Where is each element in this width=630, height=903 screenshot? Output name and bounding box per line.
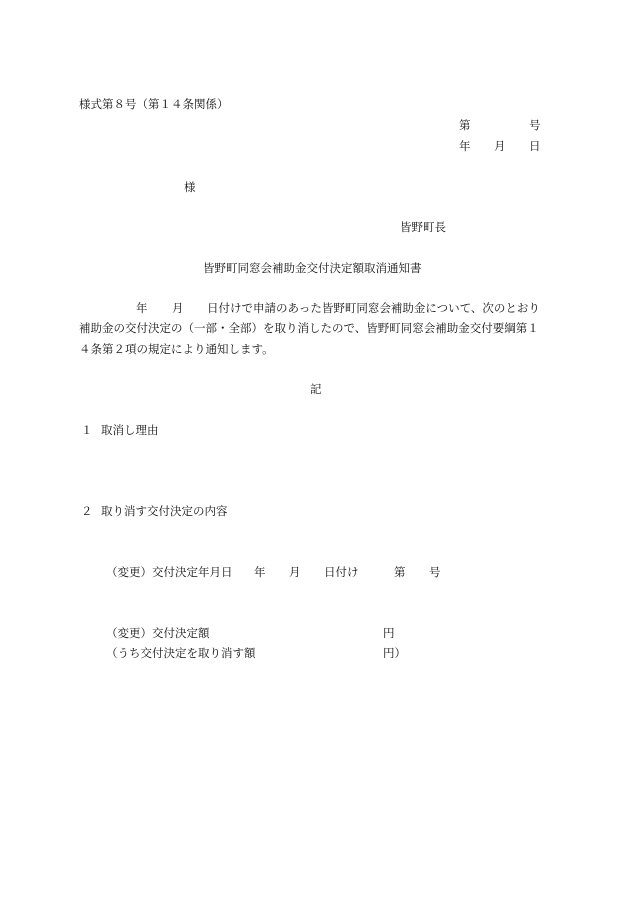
- decision-amount-label: （変更）交付決定額: [106, 626, 210, 640]
- decision-amount-unit: 円: [383, 626, 395, 640]
- date-day-label: 日: [529, 139, 541, 153]
- decision-day-label: 日付け: [324, 565, 359, 579]
- document-number-suffix: 号: [529, 118, 541, 132]
- body-line-3: ４条第２項の規定により通知します。: [79, 342, 274, 356]
- date-month-label: 月: [494, 139, 506, 153]
- decision-date-label: （変更）交付決定年月日: [106, 565, 233, 579]
- body-line-2: 補助金の交付決定の（一部・全部）を取り消したので、皆野町同窓会補助金交付要綱第１: [79, 321, 539, 335]
- ki-heading: 記: [310, 382, 322, 396]
- decision-month-label: 月: [289, 565, 301, 579]
- section-2-number: ２: [81, 504, 93, 518]
- form-number: 様式第８号（第１４条関係）: [79, 97, 229, 111]
- decision-year-label: 年: [254, 565, 266, 579]
- sender-name: 皆野町長: [400, 220, 446, 234]
- document-number-prefix: 第: [459, 118, 471, 132]
- decision-number-prefix: 第: [394, 565, 406, 579]
- section-1-label: 取消し理由: [101, 423, 159, 437]
- decision-number-suffix: 号: [429, 565, 441, 579]
- body-month-label: 月: [172, 301, 184, 315]
- section-2-label: 取り消す交付決定の内容: [101, 504, 228, 518]
- body-line-1: 日付けで申請のあった皆野町同窓会補助金について、次のとおり: [207, 301, 540, 315]
- cancel-amount-label: （うち交付決定を取り消す額: [106, 646, 256, 660]
- body-year-label: 年: [136, 301, 148, 315]
- addressee-suffix: 様: [184, 180, 196, 194]
- date-year-label: 年: [459, 139, 471, 153]
- document-title: 皆野町同窓会補助金交付決定額取消通知書: [203, 261, 422, 275]
- section-1-number: １: [81, 423, 93, 437]
- cancel-amount-unit: 円）: [383, 646, 406, 660]
